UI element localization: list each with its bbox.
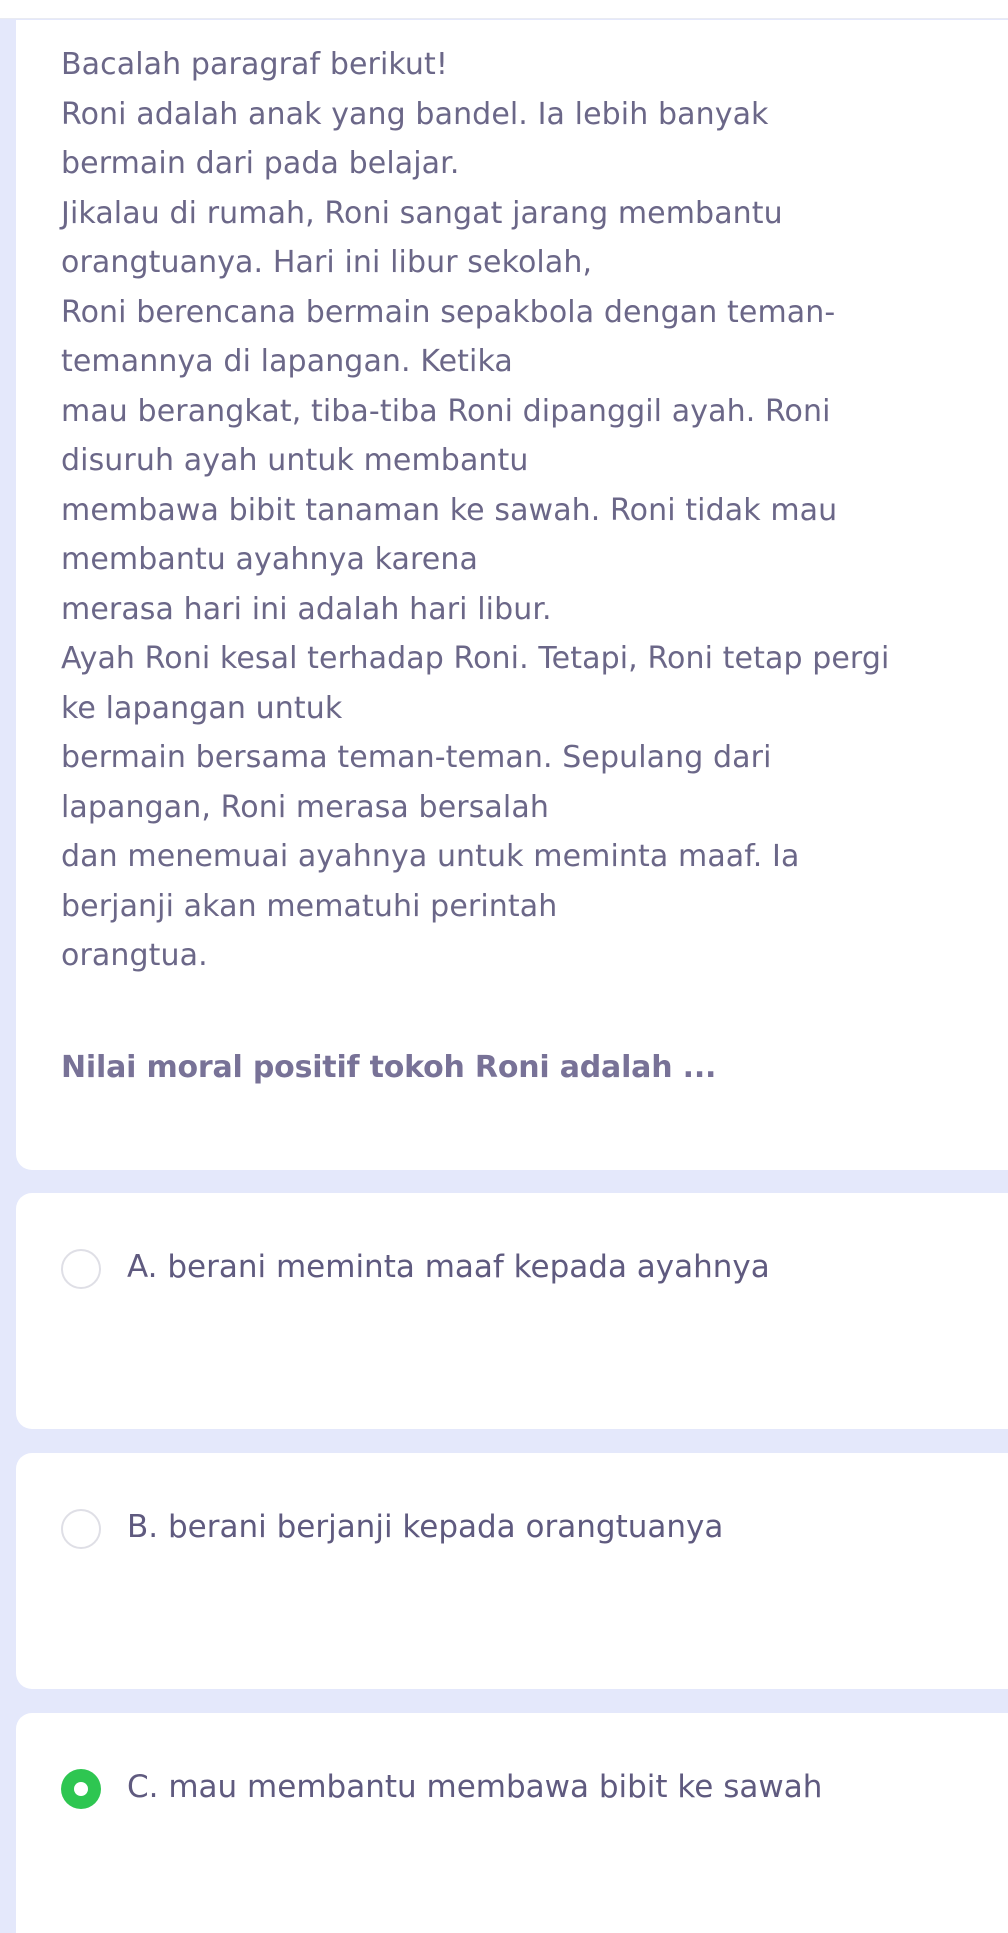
option-label: B. berani berjanji kepada orangtuanya xyxy=(127,1509,724,1545)
option-b[interactable] xyxy=(16,1453,1008,1689)
passage-line: bermain dari pada belajar. xyxy=(61,146,460,181)
passage-line: ke lapangan untuk xyxy=(61,690,343,726)
passage-line: mau berangkat, tiba-tiba Roni dipanggil ayah. Roni xyxy=(61,393,831,429)
passage-line: Roni adalah anak yang bandel. Ia lebih banyak xyxy=(61,96,769,132)
passage-line: Ayah Roni kesal terhadap Roni. Tetapi, Roni tetap pergi xyxy=(61,641,890,676)
passage-line: lapangan, Roni merasa bersalah xyxy=(61,789,549,825)
passage-line: disuruh ayah untuk membantu xyxy=(61,443,529,478)
passage-line: berjanji akan mematuhi perintah xyxy=(61,888,558,924)
option-label: C. mau membantu membawa bibit ke sawah xyxy=(127,1769,823,1805)
passage-line: temannya di lapangan. Ketika xyxy=(61,344,513,379)
option-label: A. berani meminta maaf kepada ayahnya xyxy=(127,1249,770,1285)
option-a[interactable] xyxy=(16,1193,1008,1429)
top-bar xyxy=(0,0,1008,19)
question-prompt: Nilai moral positif tokoh Roni adalah ... xyxy=(61,1050,717,1085)
passage-line: Jikalau di rumah, Roni sangat jarang membantu xyxy=(61,195,783,231)
question-card xyxy=(16,20,1008,1170)
passage-line: orangtua. xyxy=(61,938,208,973)
passage-line: Roni berencana bermain sepakbola dengan teman- xyxy=(61,294,836,330)
passage-line: dan menemuai ayahnya untuk meminta maaf. Ia xyxy=(61,839,800,874)
option-c[interactable] xyxy=(16,1713,1008,1933)
passage xyxy=(61,40,1001,981)
passage-line: merasa hari ini adalah hari libur. xyxy=(61,591,552,627)
radio-unchecked-icon[interactable] xyxy=(61,1509,101,1549)
passage-line: membantu ayahnya karena xyxy=(61,542,478,577)
passage-line: membawa bibit tanaman ke sawah. Roni tidak mau xyxy=(61,492,838,528)
passage-line: Bacalah paragraf berikut! xyxy=(61,47,449,82)
passage-line: bermain bersama teman-teman. Sepulang dari xyxy=(61,740,772,775)
passage-line: orangtuanya. Hari ini libur sekolah, xyxy=(61,245,593,280)
radio-checked-icon[interactable] xyxy=(61,1769,101,1809)
radio-unchecked-icon[interactable] xyxy=(61,1249,101,1289)
